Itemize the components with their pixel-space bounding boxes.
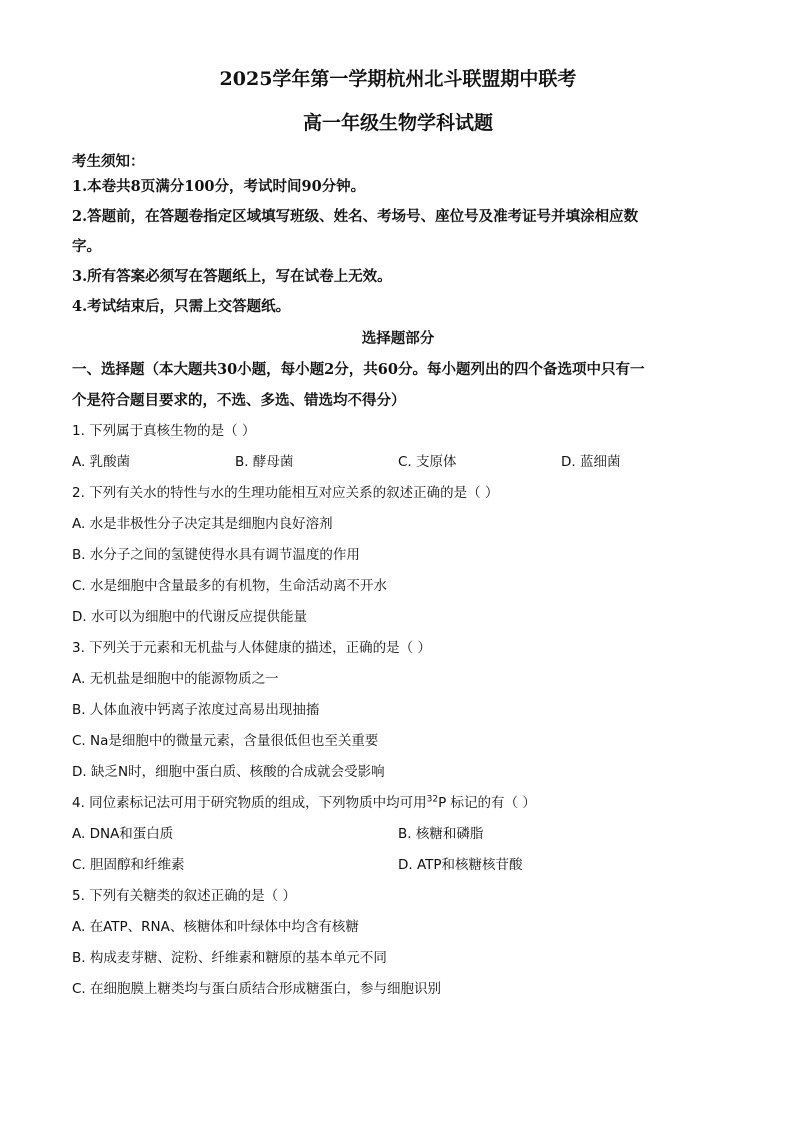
notice-item-3: 3.所有答案必须写在答题纸上，写在试卷上无效。 xyxy=(72,268,392,285)
question-3 xyxy=(72,633,724,788)
question-stem: 5. 下列有关糖类的叙述正确的是（ ） xyxy=(72,888,296,904)
question-stem: 2. 下列有关水的特性与水的生理功能相互对应关系的叙述正确的是（ ） xyxy=(72,485,499,501)
exam-subtitle: 高一年级生物学科试题 xyxy=(302,112,493,134)
question-stem: 1. 下列属于真核生物的是（ ） xyxy=(72,423,256,439)
isotope-mass-number: 32 xyxy=(426,794,439,805)
section-title: 选择题部分 xyxy=(361,330,435,347)
option-c: C. Na是细胞中的微量元素，含量很低但也至关重要 xyxy=(72,733,379,749)
option-a: A. DNA和蛋白质 xyxy=(72,826,174,842)
option-row xyxy=(72,850,724,881)
option-a: A. 在ATP、RNA、核糖体和叶绿体中均含有核糖 xyxy=(72,919,359,935)
notice-item-2-continued: 字。 xyxy=(72,238,101,255)
option-a: A. 水是非极性分子决定其是细胞内良好溶剂 xyxy=(72,516,333,532)
question-stem: 3. 下列关于元素和无机盐与人体健康的描述，正确的是（ ） xyxy=(72,640,431,656)
option-c: C. 水是细胞中含量最多的有机物，生命活动离不开水 xyxy=(72,578,388,594)
option-d: D. 蓝细菌 xyxy=(561,454,621,470)
option-b: B. 水分子之间的氢键使得水具有调节温度的作用 xyxy=(72,547,360,563)
option-c: C. 支原体 xyxy=(398,454,457,470)
option-a: A. 乳酸菌 xyxy=(72,454,131,470)
option-row xyxy=(72,819,724,850)
question-stem xyxy=(72,788,724,819)
option-b: B. 构成麦芽糖、淀粉、纤维素和糖原的基本单元不同 xyxy=(72,950,387,966)
exam-page xyxy=(72,66,724,1005)
question-5 xyxy=(72,881,724,1005)
option-a: A. 无机盐是细胞中的能源物质之一 xyxy=(72,671,279,687)
option-d: D. 水可以为细胞中的代谢反应提供能量 xyxy=(72,609,307,625)
stem-text-end: P 标记的有（ ） xyxy=(438,795,536,811)
notice-item-1: 1.本卷共8页满分100分，考试时间90分钟。 xyxy=(72,178,366,195)
option-d: D. ATP和核糖核苷酸 xyxy=(398,857,523,873)
question-2 xyxy=(72,478,724,633)
part-instructions-line2: 个是符合题目要求的，不选、多选、错选均不得分） xyxy=(72,392,406,409)
option-b: B. 人体血液中钙离子浓度过高易出现抽搐 xyxy=(72,702,320,718)
option-row xyxy=(72,447,724,478)
option-b: B. 酵母菌 xyxy=(235,454,294,470)
question-4 xyxy=(72,788,724,881)
option-c: C. 在细胞膜上糖类均与蛋白质结合形成糖蛋白，参与细胞识别 xyxy=(72,981,442,997)
part-instructions-line1: 一、选择题（本大题共30小题，每小题2分，共60分。每小题列出的四个备选项中只有一 xyxy=(72,361,645,378)
question-1 xyxy=(72,416,724,478)
notice-item-2: 2.答题前，在答题卷指定区域填写班级、姓名、考场号、座位号及准考证号并填涂相应数 xyxy=(72,208,639,225)
notice-item-4: 4.考试结束后，只需上交答题纸。 xyxy=(72,298,291,315)
notice-heading: 考生须知： xyxy=(72,153,145,170)
option-b: B. 核糖和磷脂 xyxy=(398,826,484,842)
candidate-notice xyxy=(72,152,724,322)
stem-text: 4. 同位素标记法可用于研究物质的组成，下列物质中均可用 xyxy=(72,795,427,811)
option-d: D. 缺乏N时，细胞中蛋白质、核酸的合成就会受影响 xyxy=(72,764,385,780)
option-c: C. 胆固醇和纤维素 xyxy=(72,857,185,873)
exam-title: 2025学年第一学期杭州北斗联盟期中联考 xyxy=(219,68,577,90)
